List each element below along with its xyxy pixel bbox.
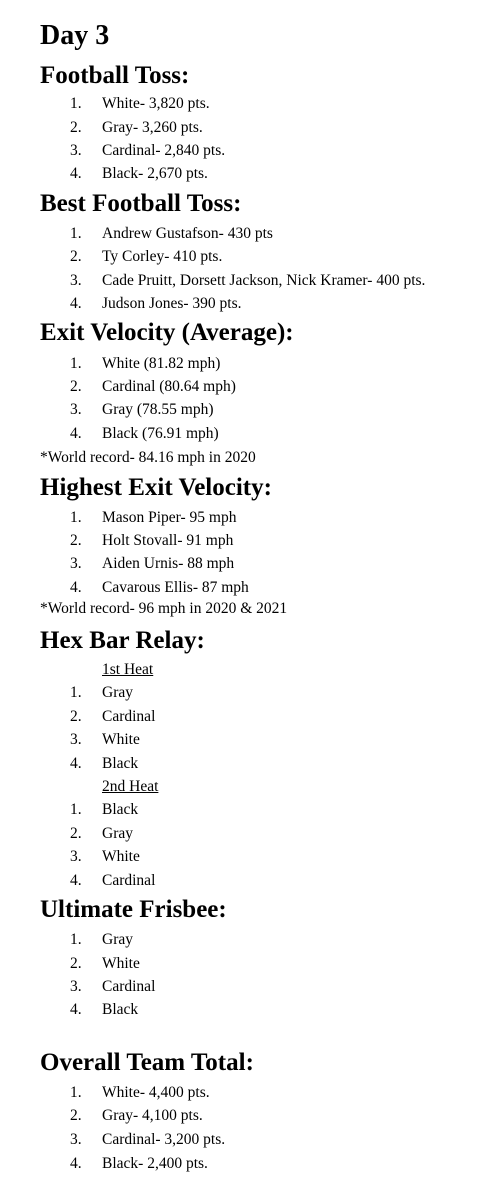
item-number: 2. [70, 825, 82, 842]
heat-label-1st: 1st Heat [102, 661, 154, 678]
day-title: Day 3 [40, 20, 110, 51]
item-number: 3. [70, 978, 82, 995]
world-record-note: *World record- 96 mph in 2020 & 2021 [40, 600, 288, 617]
section-heading-overall-team-total: Overall Team Total: [40, 1049, 254, 1076]
item-number: 1. [70, 931, 82, 948]
item-number: 1. [70, 95, 82, 112]
item-number: 3. [70, 731, 82, 748]
item-text: White- 3,820 pts. [102, 95, 210, 112]
section-heading-ultimate-frisbee: Ultimate Frisbee: [40, 896, 227, 923]
item-number: 3. [70, 555, 82, 572]
item-number: 2. [70, 378, 82, 395]
item-number: 2. [70, 119, 82, 136]
item-number: 1. [70, 801, 82, 818]
item-text: Aiden Urnis- 88 mph [102, 555, 235, 572]
item-text: Black [102, 1001, 139, 1018]
item-text: Cardinal [102, 872, 156, 889]
item-number: 1. [70, 225, 82, 242]
item-text: Gray- 3,260 pts. [102, 119, 203, 136]
item-number: 4. [70, 1001, 82, 1018]
item-text: Black- 2,670 pts. [102, 165, 208, 182]
item-number: 4. [70, 579, 82, 596]
item-text: White [102, 731, 140, 748]
item-text: Andrew Gustafson- 430 pts [102, 225, 273, 242]
item-text: Cardinal- 2,840 pts. [102, 142, 226, 159]
item-number: 3. [70, 272, 82, 289]
item-text: Cardinal [102, 708, 156, 725]
item-number: 1. [70, 355, 82, 372]
item-number: 4. [70, 295, 82, 312]
item-text: White (81.82 mph) [102, 355, 221, 372]
item-text: Gray (78.55 mph) [102, 401, 214, 418]
item-number: 3. [70, 401, 82, 418]
section-heading-best-football-toss: Best Football Toss: [40, 190, 242, 217]
item-number: 3. [70, 142, 82, 159]
item-number: 4. [70, 755, 82, 772]
item-text: Black- 2,400 pts. [102, 1155, 208, 1172]
section-heading-highest-exit-velocity: Highest Exit Velocity: [40, 474, 272, 501]
section-heading-hex-bar-relay: Hex Bar Relay: [40, 627, 205, 654]
item-text: Cardinal (80.64 mph) [102, 378, 236, 395]
item-number: 4. [70, 425, 82, 442]
item-text: White [102, 848, 140, 865]
section-heading-exit-velocity-average: Exit Velocity (Average): [40, 319, 294, 346]
item-number: 4. [70, 1155, 82, 1172]
heat-label-2nd: 2nd Heat [102, 778, 159, 795]
item-number: 2. [70, 955, 82, 972]
item-number: 1. [70, 1084, 82, 1101]
item-text: Cavarous Ellis- 87 mph [102, 579, 249, 596]
item-number: 3. [70, 848, 82, 865]
item-number: 2. [70, 248, 82, 265]
item-text: Cardinal- 3,200 pts. [102, 1131, 226, 1148]
item-number: 3. [70, 1131, 82, 1148]
item-text: White [102, 955, 140, 972]
item-number: 2. [70, 708, 82, 725]
item-number: 4. [70, 165, 82, 182]
world-record-note: *World record- 84.16 mph in 2020 [40, 449, 256, 466]
item-number: 1. [70, 684, 82, 701]
item-text: Ty Corley- 410 pts. [102, 248, 223, 265]
item-text: Black [102, 801, 139, 818]
item-text: Holt Stovall- 91 mph [102, 532, 234, 549]
item-number: 2. [70, 532, 82, 549]
item-text: Cade Pruitt, Dorsett Jackson, Nick Kramer- 400 pts. [102, 272, 426, 289]
item-text: Judson Jones- 390 pts. [102, 295, 242, 312]
item-text: Gray [102, 684, 133, 701]
item-text: Gray- 4,100 pts. [102, 1107, 203, 1124]
item-number: 4. [70, 872, 82, 889]
item-number: 1. [70, 509, 82, 526]
section-heading-football-toss: Football Toss: [40, 62, 190, 89]
item-text: Mason Piper- 95 mph [102, 509, 237, 526]
item-number: 2. [70, 1107, 82, 1124]
item-text: Gray [102, 931, 133, 948]
item-text: Black (76.91 mph) [102, 425, 219, 442]
item-text: Cardinal [102, 978, 156, 995]
item-text: White- 4,400 pts. [102, 1084, 210, 1101]
item-text: Gray [102, 825, 133, 842]
item-text: Black [102, 755, 139, 772]
